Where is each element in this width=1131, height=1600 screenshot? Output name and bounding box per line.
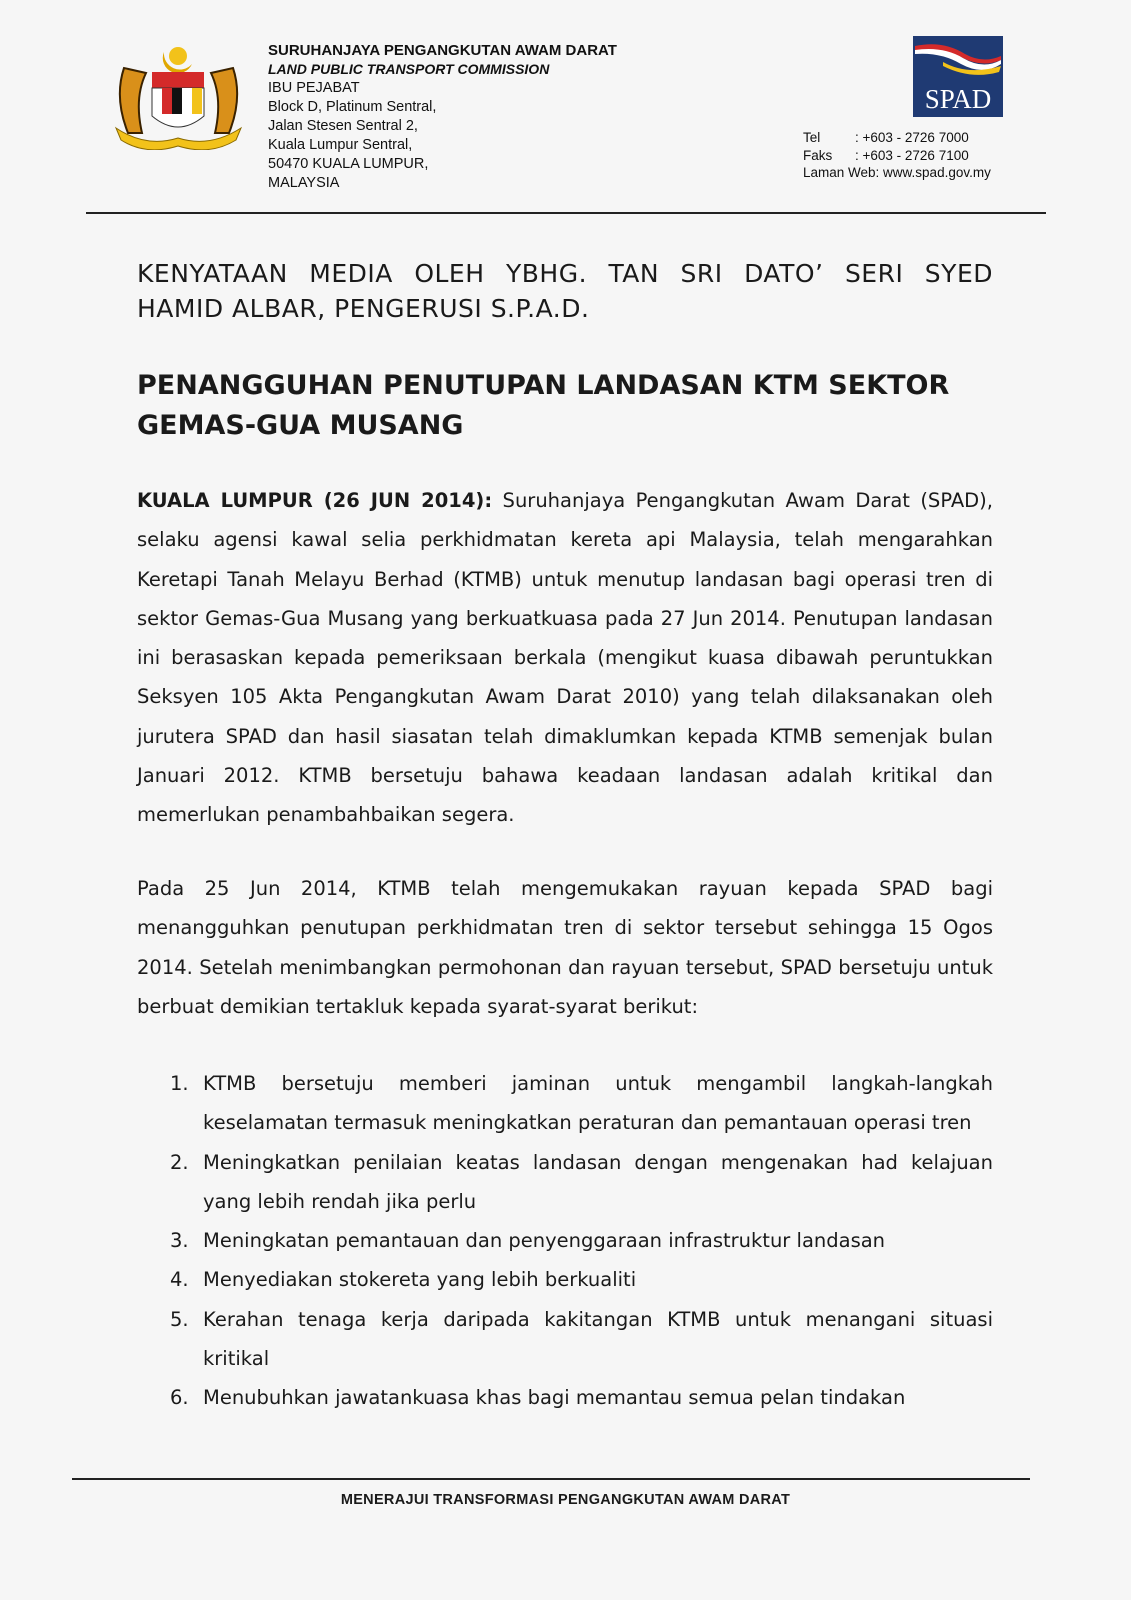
list-item: 3. Meningkatan pemantauan dan penyenggaraan infrastruktur landasan (170, 1229, 886, 1253)
paragraph-2: Pada 25 Jun 2014, KTMB telah mengemukakan rayuan kepada SPAD bagi menangguhkan penutupan perkhidmatan tren di sektor tersebut sehingga 15 Ogos 2014. Setelah menimbangkan permohonan dan rayuan tersebut, SPAD bersetuju untuk berbuat demikian tertakluk kepada syarat-syarat berikut: (137, 877, 993, 1018)
dateline: KUALA LUMPUR (26 JUN 2014): (137, 489, 493, 512)
header-divider (86, 212, 1046, 214)
address-line: MALAYSIA (268, 175, 340, 191)
address-line: IBU PEJABAT (268, 80, 360, 96)
org-name-malay: SURUHANJAYA PENGANGKUTAN AWAM DARAT (268, 42, 617, 59)
statement-title: KENYATAAN MEDIA OLEH YBHG. TAN SRI DATO’ SERI SYED HAMID ALBAR, PENGERUSI S.P.A.D. (137, 259, 993, 323)
address-line: Kuala Lumpur Sentral, (268, 137, 413, 153)
org-name-english: LAND PUBLIC TRANSPORT COMMISSION (268, 61, 550, 77)
list-item: 5. Kerahan tenaga kerja daripada kakitangan KTMB untuk menangani situasi kritikal (170, 1307, 993, 1371)
list-item: 4. Menyediakan stokereta yang lebih berkualiti (170, 1268, 637, 1292)
list-item: 2. Meningkatkan penilaian keatas landasan dengan mengenakan had kelajuan yang lebih rendah jika perlu (170, 1150, 993, 1213)
contact-info (803, 129, 991, 182)
paragraph-1: KUALA LUMPUR (26 JUN 2014): Suruhanjaya Pengangkutan Awam Darat (SPAD), selaku agensi kawal selia perkhidmatan kereta api Malaysia, telah mengarahkan Keretapi Tanah Melayu Berhad (KTMB) untuk menutup landasan bagi operasi tren di sektor Gemas-Gua Musang yang berkuatkuasa pada 27 Jun 2014. Penutupan landasan ini berasaskan kepada pemeriksaan berkala (mengikut kuasa dibawah peruntukkan Seksyen 105 Akta Pengangkutan Awam Darat 2010) yang telah dilaksanakan oleh jurutera SPAD dan hasil siasatan telah dimaklumkan kepada KTMB semenjak bulan Januari 2012. KTMB bersetuju bahawa keadaan landasan adalah kritikal dan memerlukan penambahbaikan segera. (137, 489, 993, 827)
spad-logo (913, 36, 1003, 117)
contact-fax: Faks : +603 - 2726 7100 (803, 147, 969, 163)
conditions-list (137, 1064, 993, 1418)
address-line: 50470 KUALA LUMPUR, (268, 156, 429, 172)
address-line: Block D, Platinum Sentral, (268, 99, 437, 115)
footer-slogan: MENERAJUI TRANSFORMASI PENGANGKUTAN AWAM DARAT (340, 1492, 791, 1508)
address-line: Jalan Stesen Sentral 2, (268, 118, 418, 134)
spad-logo-text: SPAD (924, 84, 992, 114)
headline: PENANGGUHAN PENUTUPAN LANDASAN KTM SEKTOR GEMAS-GUA MUSANG (137, 370, 950, 441)
list-item: 1. KTMB bersetuju memberi jaminan untuk mengambil langkah-langkah keselamatan termasuk meningkatkan peraturan dan pemantauan operasi tren (170, 1072, 993, 1135)
list-item: 6. Menubuhkan jawatankuasa khas bagi memantau semua pelan tindakan (170, 1386, 906, 1410)
contact-web: Laman Web: www.spad.gov.my (803, 165, 991, 180)
malaysia-coat-of-arms-logo (106, 38, 251, 150)
contact-tel: Tel : +603 - 2726 7000 (803, 130, 969, 145)
letterhead-address-block (268, 41, 617, 193)
footer-divider (72, 1478, 1030, 1480)
